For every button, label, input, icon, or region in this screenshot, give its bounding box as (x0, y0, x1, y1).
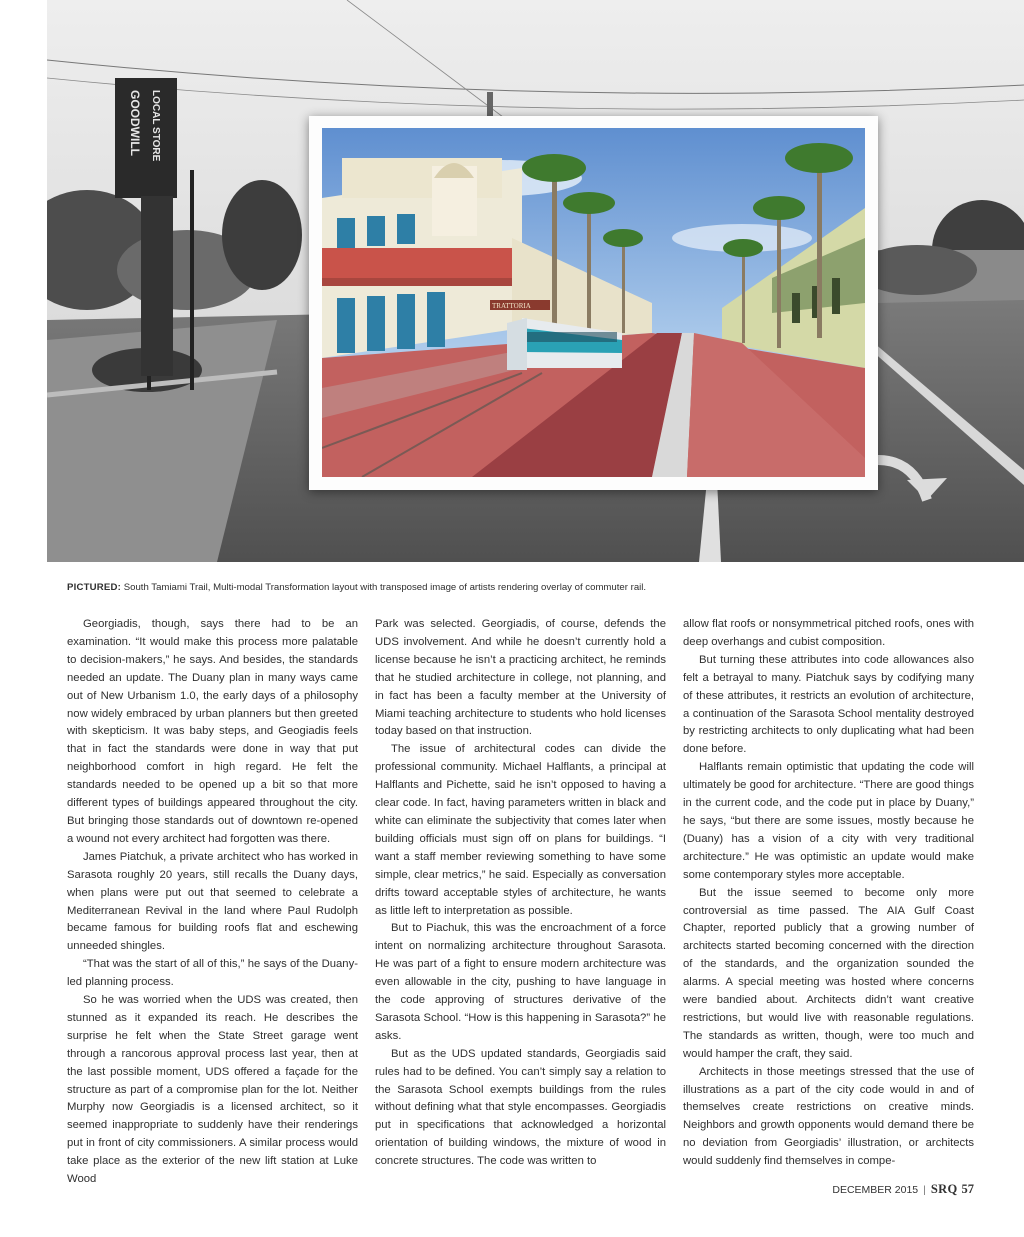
sign-text-top: GOODWILL (128, 90, 142, 156)
paragraph: Park was selected. Georgiadis, of course, defends the UDS involvement. And while he doesn’t currently hold a license because he isn’t a practicing architect, he reminds that he studied architecture in college, not planning, and in fact has been a faculty member at the University of Miami teaching architecture to students who hold licenses today based on that instruction. (375, 618, 666, 738)
article-column-3 (683, 616, 974, 1176)
caption-label: PICTURED: (67, 582, 122, 593)
page-folio (832, 1182, 974, 1197)
paragraph: So he was worried when the UDS was created, then stunned as it expanded its reach. He describes the surprise he felt when the State Street garage went through a rancorous approval process last year, then at the last possible moment, UDS offered a façade for the structure as part of a compromise plan for the lot. Neither Murphy now Georgiadis is a licensed architect, so it seemed inappropriate to suddenly have their renderings put in front of city commissioners. A similar process would take place as the exterior of the new lift station at Luke Wood (67, 994, 358, 1186)
paragraph: The issue of architectural codes can divide the professional community. Michael Halflants, a principal at Halflants and Pichette, said he isn’t opposed to having a clear code. In fact, having parameters written in black and white can eliminate the subjectivity that comes later when building officials must sign off on plans for buildings. “I want a staff member reviewing something to have some simple, clear metrics,” he said. Especially as conversation drifts toward acceptable styles of architecture, he wants as little left to interpretation as possible. (375, 743, 666, 917)
paragraph: James Piatchuk, a private architect who has worked in Sarasota roughly 20 years, still recalls the Duany days, when plans were put out that seemed to celebrate a Mediterranean Revival in the land where Paul Rudolph became famous for building roofs flat and eschewing unneeded shingles. (67, 850, 358, 953)
issue-date: DECEMBER 2015 (832, 1184, 919, 1196)
paragraph: But as the UDS updated standards, Georgiadis said rules had to be defined. You can’t simply say a relation to the Sarasota School exempts buildings from the rules without defining what that style encompasses. Georgiadis put in specifications that acknowledged a horizontal orientation of building windows, the mixture of wood in concrete structures. The code was written to (375, 1047, 666, 1168)
article-column-1 (67, 616, 358, 1186)
paragraph: But to Piachuk, this was the encroachment of a force intent on normalizing architecture throughout Sarasota. He was part of a fight to ensure modern architecture was even allowable in the city, pushing to have language in the code approving of structures derivative of the Sarasota School. “How is this happening in Sarasota?” he asks. (375, 922, 666, 1042)
sign-text-mid: LOCAL STORE (150, 90, 161, 162)
paragraph: Halflants remain optimistic that updating the code will ultimately be good for architecture. “There are good things in the current code, and the code put in place by Duany,” he says, “but there are some issues, mostly because he (Duany) has a vision of a city with very traditional architecture.” He was optimistic an update would make some contemporary styles more acceptable. (683, 761, 974, 881)
paragraph: “That was the start of all of this,” he says of the Duany-led planning process. (67, 958, 358, 989)
paragraph: allow flat roofs or nonsymmetrical pitched roofs, ones with deep overhangs and cubist composition. (683, 618, 974, 648)
page-number: 57 (961, 1182, 974, 1196)
inset-rendering-image (322, 128, 865, 477)
inset-building-sign: TRATTORIA (492, 302, 531, 310)
folio-separator: | (923, 1184, 926, 1196)
paragraph: But turning these attributes into code allowances also felt a betrayal to many. Piatchuk says by codifying many of these attributes, it restricts an evolution of architecture, a continuation of the Sarasota School mentality destroyed by restricting architects to only duplicating what had been done before. (683, 653, 974, 756)
caption-text: South Tamiami Trail, Multi-modal Transformation layout with transposed image of artists rendering overlay of commuter rail. (123, 582, 647, 593)
magazine-name: SRQ (930, 1182, 958, 1196)
photo-caption (67, 582, 967, 593)
paragraph: Georgiadis, though, says there had to be an examination. “It would make this process more palatable to decision-makers,” he says. And besides, the standards needed an update. The Duany plan in many ways came out of New Urbanism 1.0, the early days of a philosophy now widely embraced by urban planners but then greeted with skepticism. It was baby steps, and Geogiadis feels that in fact the standards were done in way that put neighborhood comfort in high regard. He felt the standards needed to be opened up a bit so that more different types of buildings appeared throughout the city. But bringing those standards out of downtown re-opened a wound not every architect had forgotten was there. (67, 618, 358, 845)
inset-rendering-frame (309, 116, 878, 490)
hero-photo (47, 0, 1024, 562)
article-body (67, 616, 974, 1186)
article-column-2 (375, 616, 666, 1176)
paragraph: Architects in those meetings stressed that the use of illustrations as a part of the city code would in and of themselves create restrictions on creative minds. Neighbors and growth opponents would demand there be no deviation from Georgiadis’ illustration, or architects would suddenly find themselves in compe- (683, 1065, 974, 1168)
paragraph: But the issue seemed to become only more controversial as time passed. The AIA Gulf Coast Chapter, reported publicly that a growing number of architects started becoming concerned with the direction of the standards, and the organization sounded the alarms. A special meeting was hosted where concerns were bandied about. Architects didn’t want creative restrictions, but would live with reasonable regulations. The standards as written, though, were too much and would hamper the craft, they said. (683, 886, 974, 1060)
